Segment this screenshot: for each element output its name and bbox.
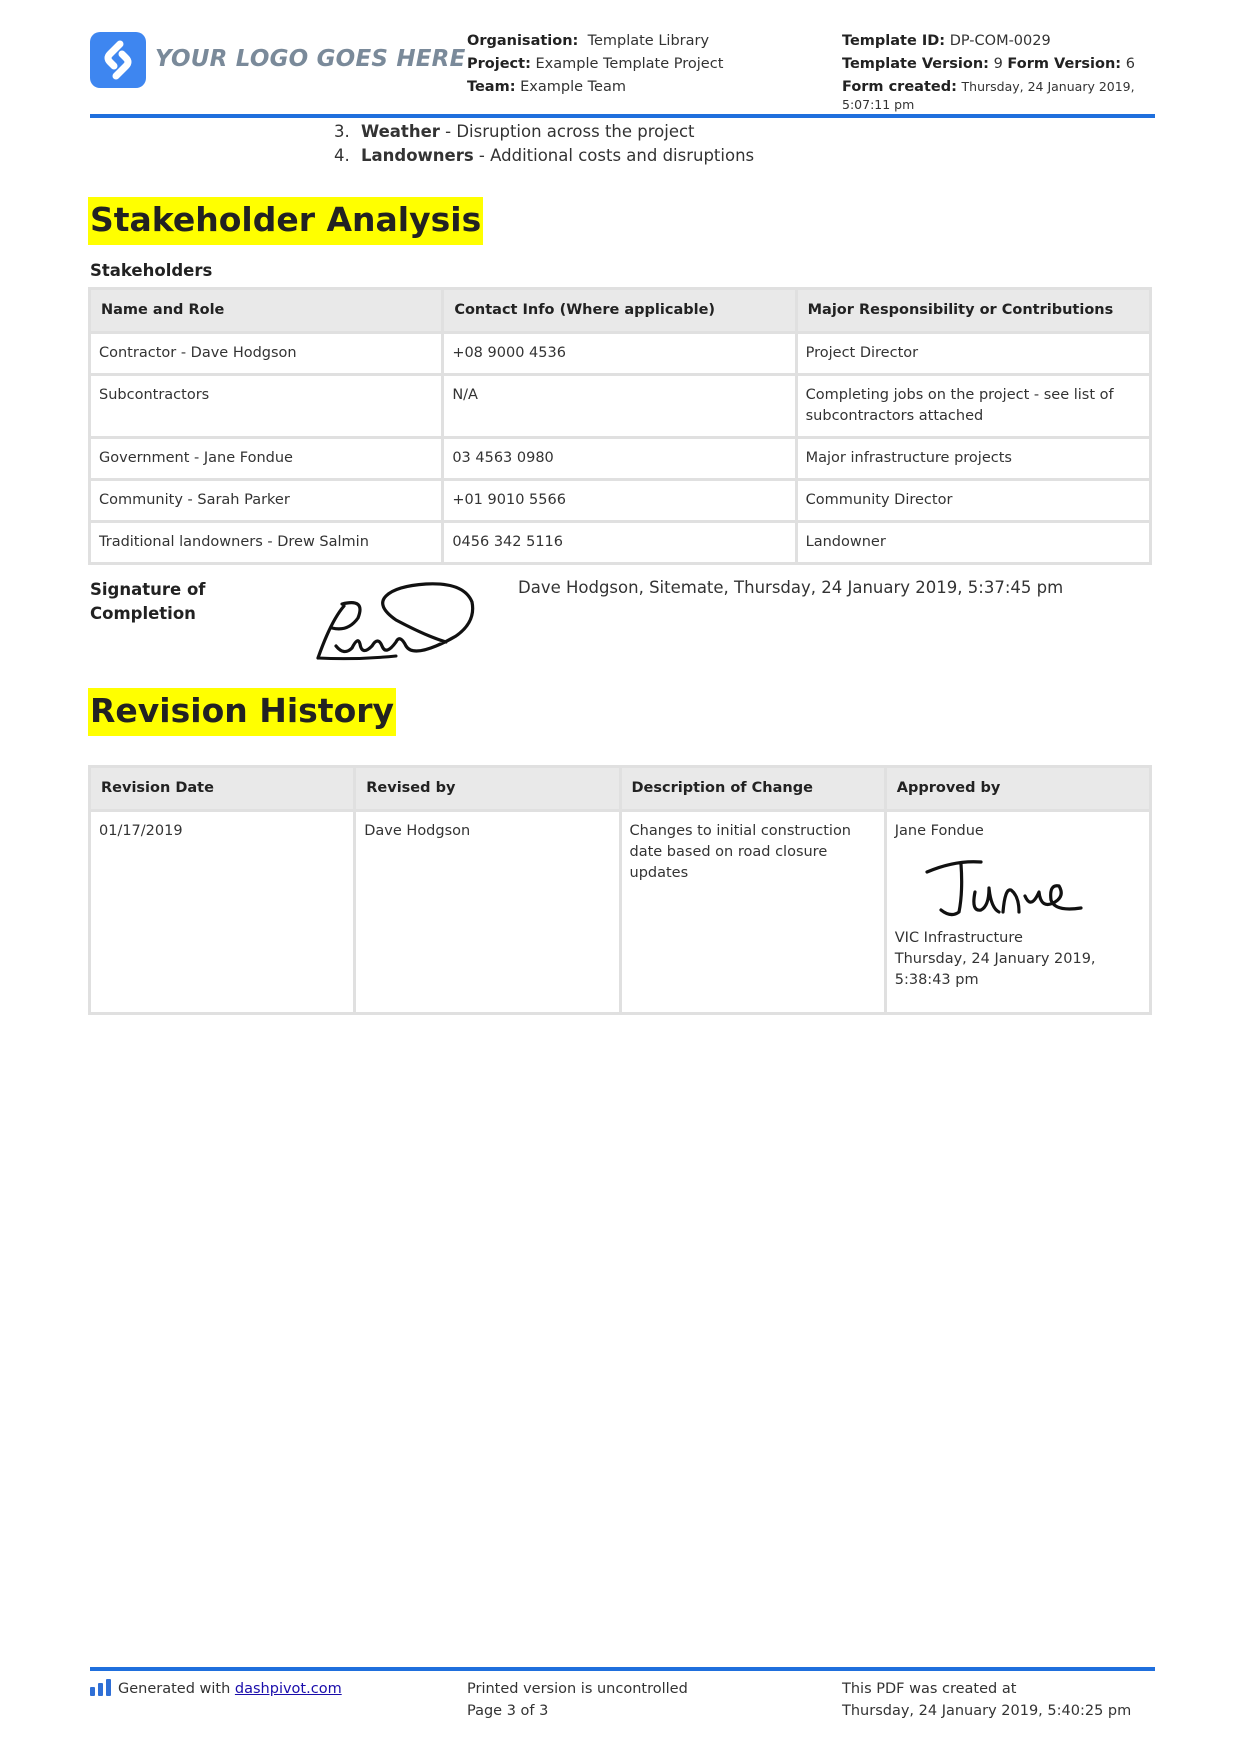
- footer-generated: Generated with dashpivot.com: [90, 1678, 342, 1700]
- footer-divider: [90, 1667, 1155, 1671]
- template-id-label: Template ID:: [842, 33, 946, 49]
- team-label: Team:: [467, 79, 516, 95]
- revision-table: [88, 765, 1152, 1015]
- printed-note: Printed version is uncontrolled: [467, 1681, 688, 1697]
- pdf-created-label: This PDF was created at: [842, 1681, 1017, 1697]
- table-row: [91, 376, 1149, 436]
- approver-org: VIC Infrastructure: [894, 930, 1023, 946]
- header-divider: [90, 114, 1155, 118]
- column-header: Revised by: [356, 768, 618, 809]
- table-cell: Landowner: [798, 523, 1149, 562]
- footer-created-info: [842, 1678, 1131, 1722]
- table-cell: 03 4563 0980: [444, 439, 794, 478]
- table-row: [91, 439, 1149, 478]
- table-cell: +08 9000 4536: [444, 334, 794, 373]
- revision-date: 01/17/2019: [91, 812, 353, 1012]
- list-item: 4. Landowners - Additional costs and disruptions: [334, 146, 755, 165]
- project-label: Project:: [467, 56, 531, 72]
- table-cell: Government - Jane Fondue: [91, 439, 441, 478]
- column-header: Name and Role: [91, 290, 441, 331]
- column-header: Contact Info (Where applicable): [444, 290, 794, 331]
- table-header-row: [91, 768, 1149, 809]
- table-cell: Major infrastructure projects: [798, 439, 1149, 478]
- revised-by: Dave Hodgson: [356, 812, 618, 1012]
- approved-by-cell: [887, 812, 1149, 1012]
- list-item: 3. Weather - Disruption across the project: [334, 122, 695, 141]
- column-header: Approved by: [887, 768, 1149, 809]
- logo-text: YOUR LOGO GOES HERE: [155, 46, 466, 72]
- stakeholders-table: [88, 287, 1152, 565]
- stakeholder-section-title: Stakeholder Analysis: [88, 197, 483, 245]
- column-header: Description of Change: [622, 768, 884, 809]
- dashpivot-icon: [90, 1679, 112, 1696]
- table-cell: Community Director: [798, 481, 1149, 520]
- pdf-created-value: Thursday, 24 January 2019, 5:40:25 pm: [842, 1703, 1132, 1719]
- footer-page-info: [467, 1678, 688, 1722]
- table-row: [91, 523, 1149, 562]
- approver-time: Thursday, 24 January 2019, 5:38:43 pm: [894, 951, 1096, 988]
- table-cell: Subcontractors: [91, 376, 441, 436]
- risk-list: [334, 120, 754, 168]
- table-cell: +01 9010 5566: [444, 481, 794, 520]
- page-number: Page 3 of 3: [467, 1703, 549, 1719]
- table-row: [91, 334, 1149, 373]
- table-cell: 0456 342 5116: [444, 523, 794, 562]
- logo-icon: [90, 32, 146, 88]
- project-value: Example Template Project: [535, 56, 724, 72]
- revision-section-title: Revision History: [88, 688, 396, 736]
- table-cell: Community - Sarah Parker: [91, 481, 441, 520]
- template-version-value: 9: [993, 56, 1003, 72]
- header-template-info: [842, 30, 1162, 114]
- table-cell: Contractor - Dave Hodgson: [91, 334, 441, 373]
- form-created-label: Form created:: [842, 79, 957, 95]
- table-cell: Project Director: [798, 334, 1149, 373]
- signature-meta: Dave Hodgson, Sitemate, Thursday, 24 January 2019, 5:37:45 pm: [518, 578, 1064, 597]
- template-version-label: Template Version:: [842, 56, 989, 72]
- approver-signature-image: [915, 852, 1085, 922]
- team-value: Example Team: [520, 79, 626, 95]
- form-created-value: Thursday, 24 January 2019, 5:07:11 pm: [842, 79, 1135, 112]
- approver-name: Jane Fondue: [894, 823, 984, 839]
- form-version-value: 6: [1125, 56, 1135, 72]
- stakeholders-subtitle: Stakeholders: [90, 261, 213, 280]
- table-cell: N/A: [444, 376, 794, 436]
- change-description: Changes to initial construction date based on road closure updates: [622, 812, 884, 1012]
- table-row: [91, 481, 1149, 520]
- signature-label: Signature of Completion: [90, 580, 206, 623]
- column-header: Revision Date: [91, 768, 353, 809]
- organisation-label: Organisation:: [467, 33, 579, 49]
- column-header: Major Responsibility or Contributions: [798, 290, 1149, 331]
- table-row: [91, 812, 1149, 1012]
- organisation-value: Template Library: [587, 33, 710, 49]
- template-id-value: DP-COM-0029: [949, 33, 1051, 49]
- table-cell: Completing jobs on the project - see list of subcontractors attached: [798, 376, 1149, 436]
- table-cell: Traditional landowners - Drew Salmin: [91, 523, 441, 562]
- header-project-info: [467, 30, 817, 99]
- table-header-row: [91, 290, 1149, 331]
- form-version-label: Form Version:: [1007, 56, 1122, 72]
- completion-signature-image: [296, 576, 486, 666]
- dashpivot-link[interactable]: dashpivot.com: [234, 1681, 342, 1697]
